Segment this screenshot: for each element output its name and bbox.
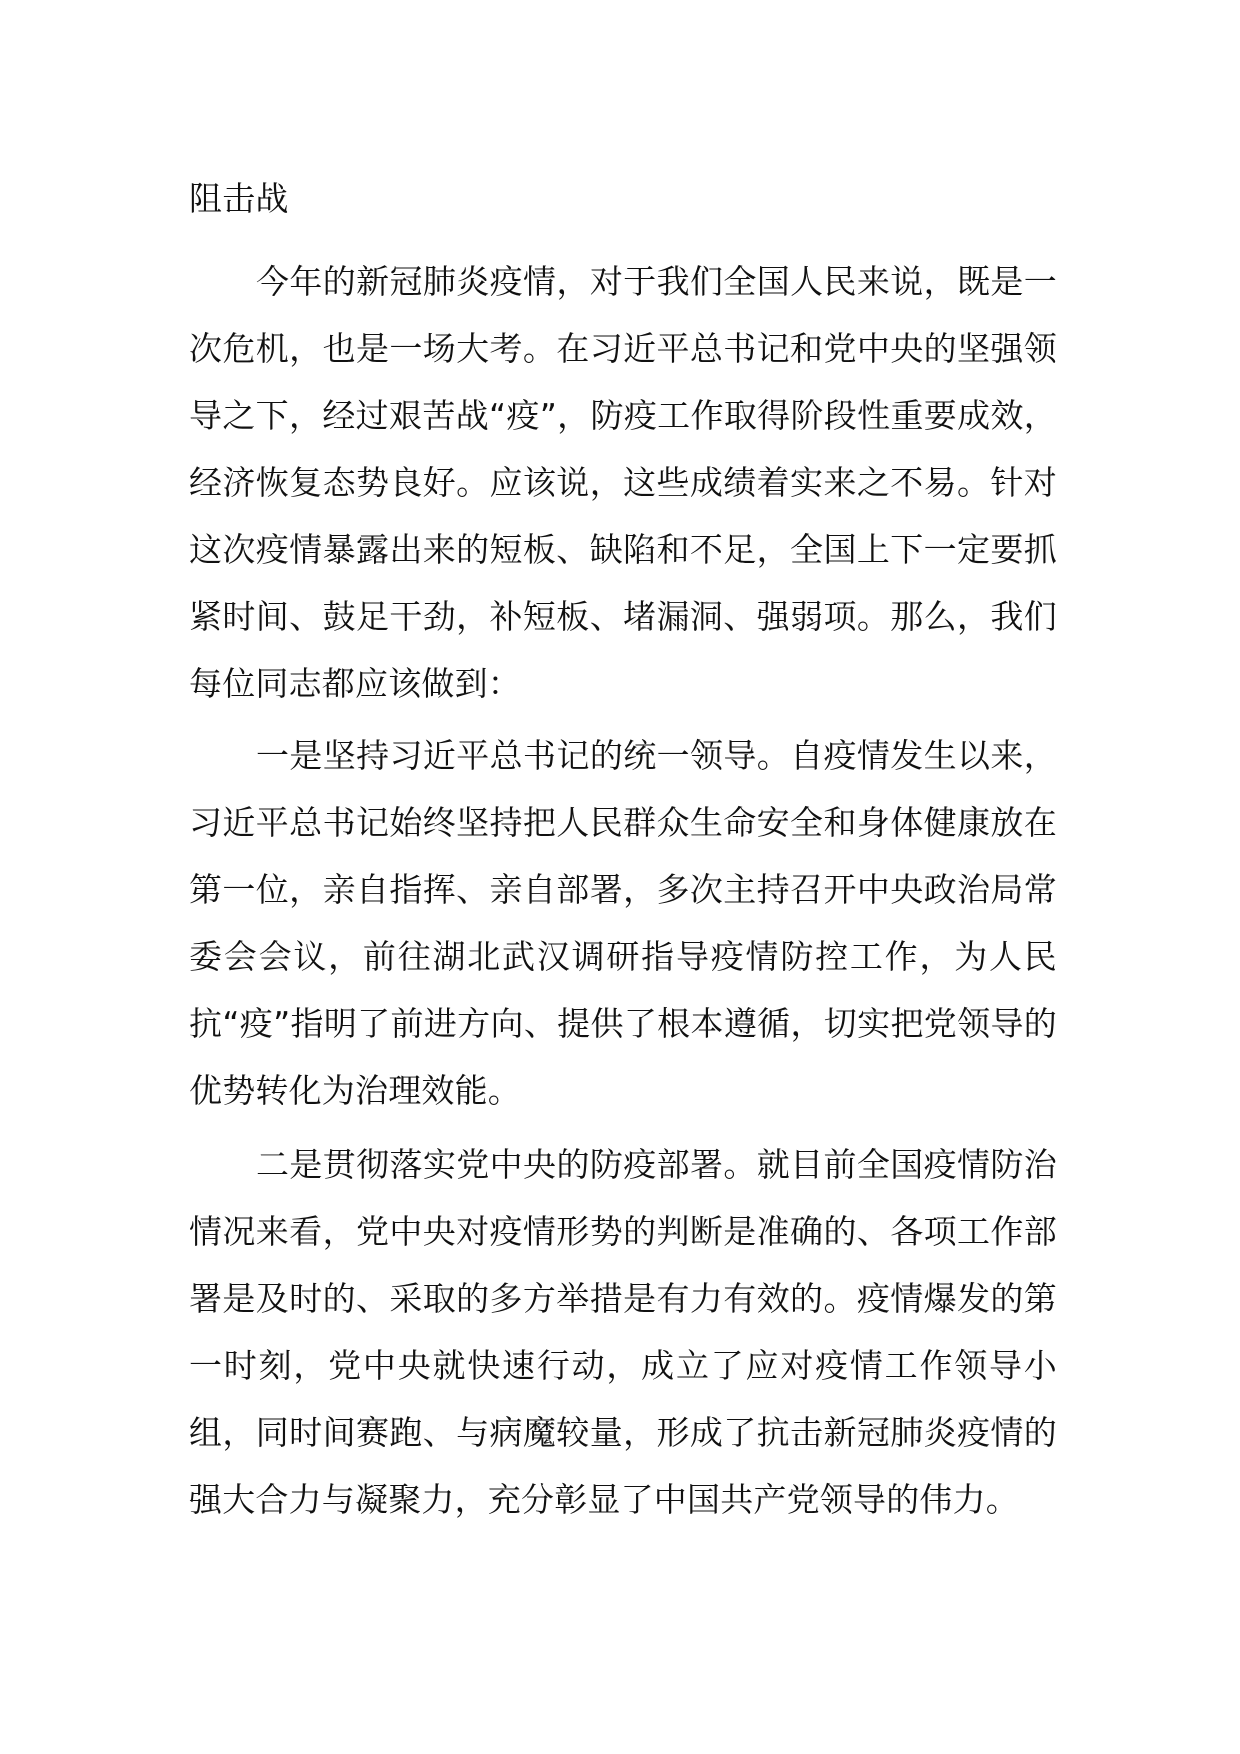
paragraph-3: 二是贯彻落实党中央的防疫部署。就目前全国疫情防治情况来看，党中央对疫情形势的判断是准确的、各项工作部署是及时的、采取的多方举措是有力有效的。疫情爆发的第一时刻，党中央就快速行动，成立了应对疫情工作领导小组，同时间赛跑、与病魔较量，形成了抗击新冠肺炎疫情的强大合力与凝聚力，充分彰显了中国共产党领导的伟力。 [189,1145,1057,1519]
paragraph-1: 今年的新冠肺炎疫情，对于我们全国人民来说，既是一次危机，也是一场大考。在习近平总书记和党中央的坚强领导之下，经过艰苦战“疫”，防疫工作取得阶段性重要成效，经济恢复态势良好。应该说，这些成绩着实来之不易。针对这次疫情暴露出来的短板、缺陷和不足，全国上下一定要抓紧时间、鼓足干劲，补短板、堵漏洞、强弱项。那么，我们每位同志都应该做到： [189,262,1057,703]
lead-text: 阻击战 [189,179,289,218]
paragraph-2: 一是坚持习近平总书记的统一领导。自疫情发生以来，习近平总书记始终坚持把人民群众生命安全和身体健康放在第一位，亲自指挥、亲自部署，多次主持召开中央政治局常委会会议，前往湖北武汉调研指导疫情防控工作，为人民抗“疫”指明了前进方向、提供了根本遵循，切实把党领导的优势转化为治理效能。 [189,736,1057,1110]
